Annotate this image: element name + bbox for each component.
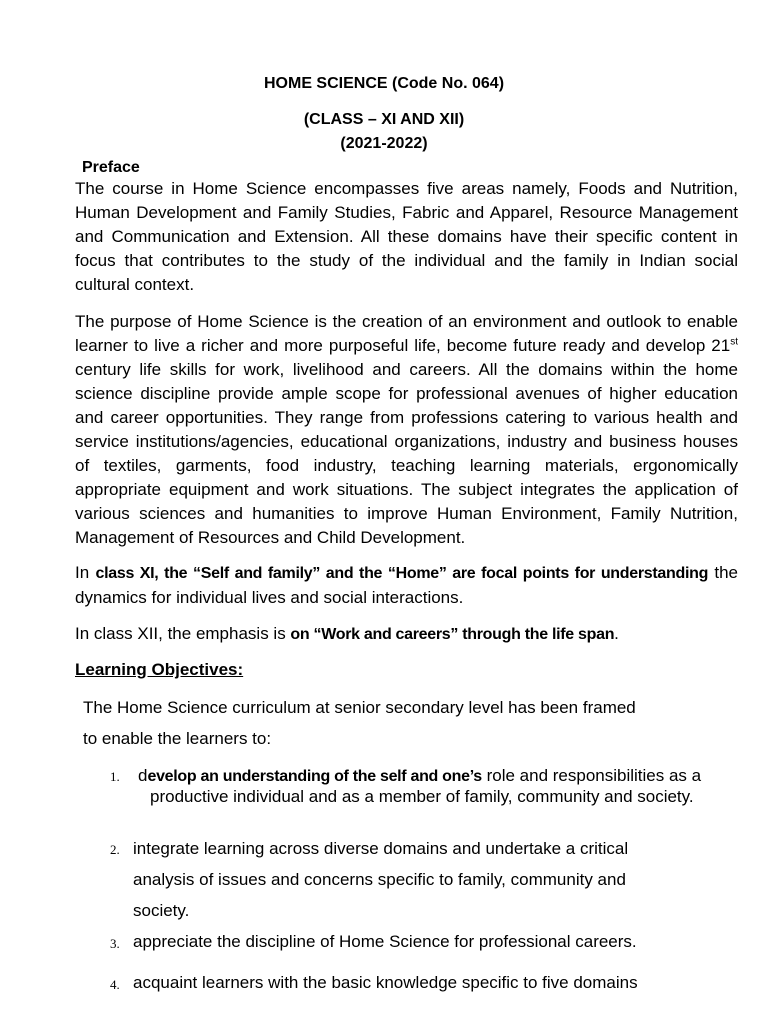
para2-text-b: century life skills for work, livelihood and careers. All the domains within the home science discipline provide ample scope for professional avenues of higher education and career opportunities. They range from professions catering to various health and service institutions/agencies, educational organizations, industry and business houses of textiles, garments, food industry, teaching learning materials, ergonomically appropriate equipment and work situations. The subject integrates the application of various sciences and humanities to improve Human Environment, Family Nutrition, Management of Resources and Child Development. bbox=[75, 360, 738, 547]
preface-heading: Preface bbox=[82, 159, 140, 176]
list-item-2-line-2: analysis of issues and concerns specific to family, community and bbox=[133, 870, 626, 889]
preface-paragraph-1: The course in Home Science encompasses five areas namely, Foods and Nutrition, Human Development and Family Studies, Fabric and Apparel, Resource Management and Communication and Extension. All these domains have their specific content in focus that contributes to the study of the individual and the family in Indian social cultural context. bbox=[75, 179, 738, 294]
preface-paragraph-4 bbox=[75, 622, 738, 647]
para4-lead: In class XII, the emphasis is bbox=[75, 624, 291, 643]
list-item-4-line-1: acquaint learners with the basic knowledge specific to five domains bbox=[133, 973, 638, 992]
year-line: (2021-2022) bbox=[340, 135, 428, 152]
para4-bold: on “Work and careers” through the life span bbox=[290, 626, 615, 643]
ordinal-suffix: st bbox=[730, 336, 738, 348]
list-item-2-line-1: integrate learning across diverse domains and undertake a critical bbox=[133, 839, 629, 858]
objectives-intro-line-1: The Home Science curriculum at senior secondary level has been framed bbox=[83, 698, 636, 717]
item1-lead: d bbox=[138, 766, 148, 785]
objectives-intro-line-2: to enable the learners to: bbox=[83, 729, 272, 748]
para2-text-a: The purpose of Home Science is the creation of an environment and outlook to enable learner to live a richer and more purposeful life, become future ready and develop 21 bbox=[75, 312, 738, 355]
list-number: 4. bbox=[110, 977, 120, 992]
item1-rest: role and responsibilities as a bbox=[481, 766, 702, 785]
list-item-2-line-3: society. bbox=[133, 901, 190, 920]
para3-rest: the dynamics for individual lives and social interactions. bbox=[75, 563, 738, 607]
list-number: 1. bbox=[110, 769, 120, 784]
learning-objectives-heading: Learning Objectives: bbox=[75, 660, 244, 679]
para3-bold: class XI, the “Self and family” and the “Home” are focal points for understanding bbox=[95, 565, 709, 582]
item1-bold: evelop an understanding of the self and one’s bbox=[147, 768, 482, 785]
list-number: 3. bbox=[110, 936, 120, 951]
list-item-1-line-2: productive individual and as a member of family, community and society. bbox=[150, 787, 694, 806]
list-number: 2. bbox=[110, 842, 120, 857]
preface-paragraph-2 bbox=[75, 310, 738, 550]
preface-paragraph-3 bbox=[75, 561, 738, 610]
document-title: HOME SCIENCE (Code No. 064) bbox=[263, 75, 505, 92]
para4-end: . bbox=[614, 624, 619, 643]
para3-lead: In bbox=[75, 563, 96, 582]
class-line: (CLASS – XI AND XII) bbox=[303, 111, 465, 128]
list-item-3-line-1: appreciate the discipline of Home Science for professional careers. bbox=[133, 932, 637, 951]
